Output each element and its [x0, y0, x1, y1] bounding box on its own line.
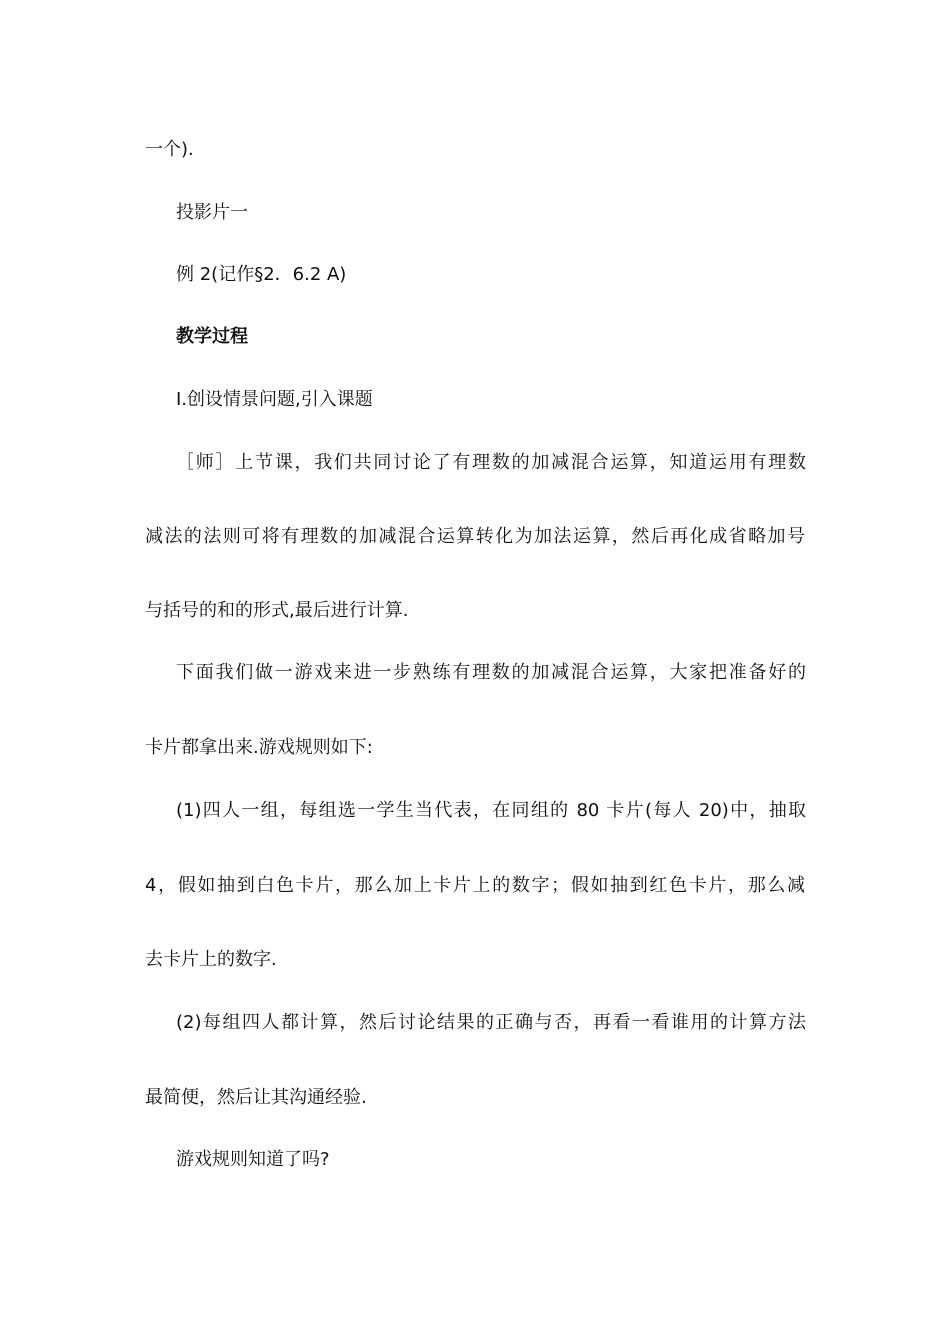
paragraph-line: 与括号的和的形式,最后进行计算.: [145, 600, 409, 621]
paragraph-line: 减法的法则可将有理数的加减混合运算转化为加法运算，然后再化成省略加号: [145, 526, 805, 547]
paragraph-line: 一个).: [145, 139, 194, 160]
paragraph-line: 卡片都拿出来.游戏规则如下:: [145, 737, 373, 758]
paragraph-line: ［师］上节课，我们共同讨论了有理数的加减混合运算，知道运用有理数: [176, 452, 806, 473]
paragraph-line: 最简便，然后让其沟通经验.: [145, 1087, 367, 1108]
section-heading: 教学过程: [176, 326, 248, 347]
paragraph-line: 游戏规则知道了吗?: [176, 1149, 330, 1170]
paragraph-line: 下面我们做一游戏来进一步熟练有理数的加减混合运算，大家把准备好的: [176, 662, 806, 683]
paragraph-line: 例 2(记作§2．6.2 A): [176, 264, 347, 285]
rule-item: (2)每组四人都计算，然后讨论结果的正确与否，再看一看谁用的计算方法: [176, 1012, 806, 1033]
paragraph-line: 投影片一: [176, 202, 248, 223]
paragraph-line: 去卡片上的数字.: [145, 949, 277, 970]
subsection-heading: Ⅰ.创设情景问题,引入课题: [176, 389, 373, 410]
paragraph-line: 4，假如抽到白色卡片，那么加上卡片上的数字；假如抽到红色卡片，那么减: [145, 875, 805, 896]
rule-item: (1)四人一组，每组选一学生当代表，在同组的 80 卡片(每人 20)中，抽取: [176, 800, 806, 821]
